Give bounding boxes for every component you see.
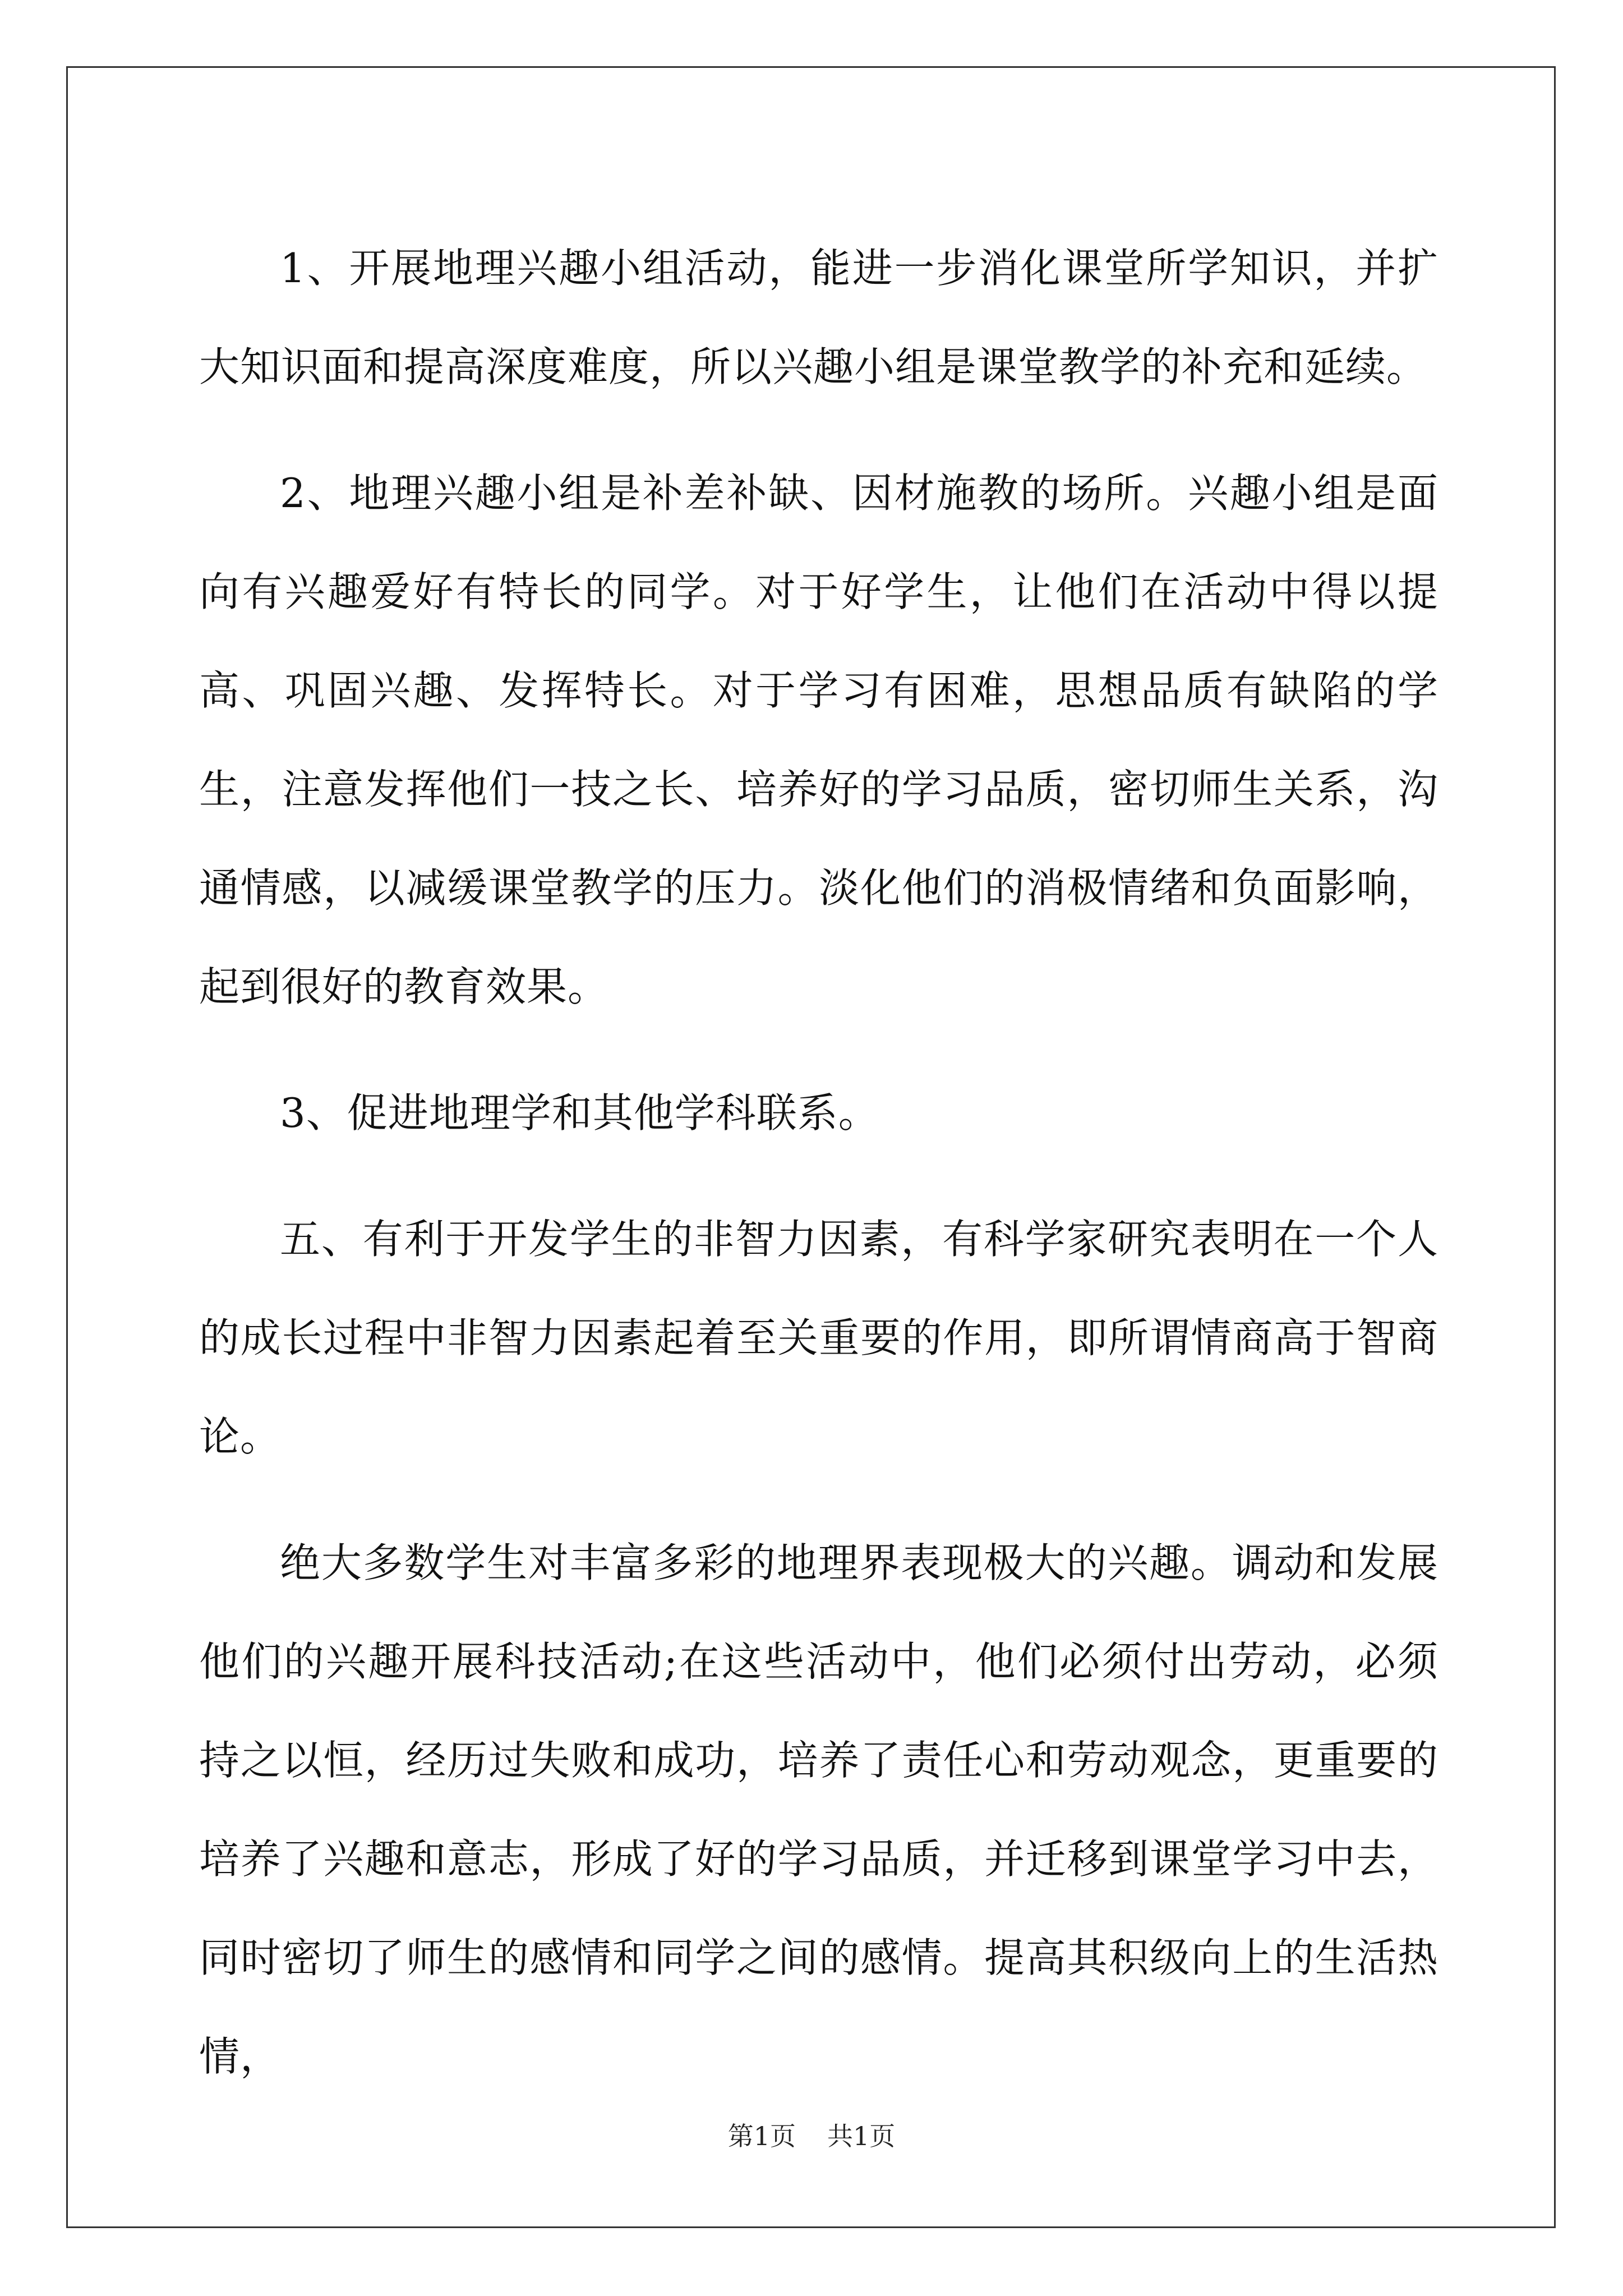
- paragraph-1: 1、开展地理兴趣小组活动，能进一步消化课堂所学知识，并扩大知识面和提高深度难度，所以兴趣小组是课堂教学的补充和延续。: [199, 245, 1438, 390]
- document-body: [199, 219, 1438, 2133]
- page-total: 共1页: [827, 2121, 896, 2151]
- paragraph-2: 2、地理兴趣小组是补差补缺、因材施教的场所。兴趣小组是面向有兴趣爱好有特长的同学。对于好学生，让他们在活动中得以提高、巩固兴趣、发挥特长。对于学习有困难，思想品质有缺陷的学生，注意发挥他们一技之长、培养好的学习品质，密切师生关系，沟通情感，以减缓课堂教学的压力。淡化他们的消极情绪和负面影响，起到很好的教育效果。: [199, 470, 1438, 1010]
- paragraph-3: 3、促进地理学和其他学科联系。: [280, 1089, 879, 1137]
- page-number: 第1页: [727, 2121, 796, 2151]
- paragraph-4: 五、有利于开发学生的非智力因素，有科学家研究表明在一个人的成长过程中非智力因素起着至关重要的作用，即所谓情商高于智商论。: [199, 1216, 1438, 1460]
- page-footer: [0, 2119, 1623, 2153]
- paragraph-5: 绝大多数学生对丰富多彩的地理界表现极大的兴趣。调动和发展他们的兴趣开展科技活动;在这些活动中，他们必须付出劳动，必须持之以恒，经历过失败和成功，培养了责任心和劳动观念，更重要的培养了兴趣和意志，形成了好的学习品质，并迁移到课堂学习中去，同时密切了师生的感情和同学之间的感情。提高其积级向上的生活热情，: [199, 1539, 1438, 2080]
